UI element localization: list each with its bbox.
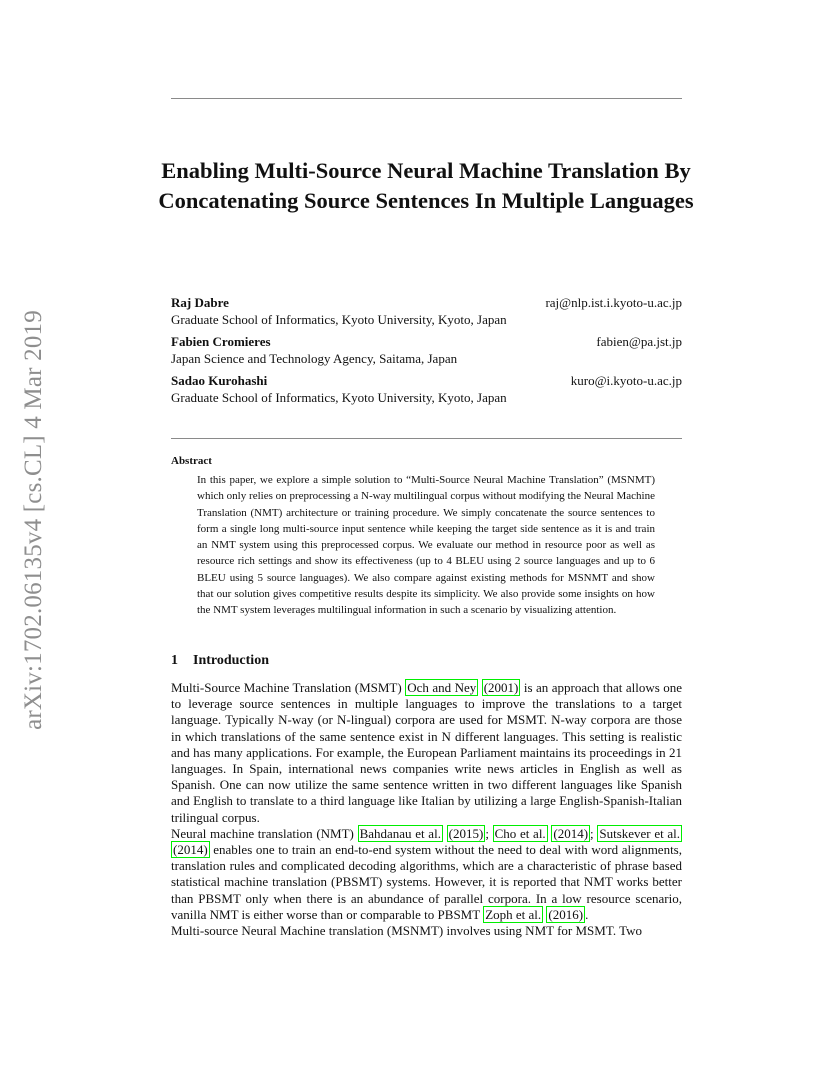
author-name: Sadao Kurohashi [171, 373, 268, 388]
citation-year-link[interactable]: (2014) [553, 825, 589, 841]
citation-link[interactable]: Zoph et al. [485, 906, 542, 922]
text-span: enables one to train an end-to-end system without the need to deal with word alignments, translation rules and complicated decoding algorithms, which are a characteristic of phrase based statistical machine translation (PBSMT) systems. However, it is reported that NMT works better than PBSMT only when there is an abundance of parallel corpora. In a low resource scenario, vanilla NMT is either worse than or comparable to PBSMT [171, 842, 682, 922]
text-span: Neural machine translation (NMT) [171, 825, 354, 841]
abstract-heading: Abstract [171, 455, 212, 467]
citation-link[interactable]: Och and Ney [407, 680, 477, 695]
text-span: is an approach that allows one to leverage source sentences in multiple languages to improve the translations to a target language. Typically N-way (or N-lingual) corpora are used for MSMT. N-way corpora are those in which translations of the same sentence exist in N different languages. This setting is realistic and has many applications. For example, the European Parliament maintains its proceedings in 21 languages. In Spain, international news companies write news articles in English as well as Spanish. One can now utilize the same sentence written in two different languages like Spanish and English to translate to a third language like Italian by utilizing a large English-Spanish-Italian trilingual corpus. [171, 680, 683, 825]
citation-year-link[interactable]: (2014) [173, 842, 208, 858]
intro-body [171, 680, 682, 939]
paragraph: Neural machine translation (NMT) Bahdanau et al. (2015) ; Cho et al. (2014) ; Sutskever et al. (2014) enables one to train an end-to-end system without the need to deal with word alignments, translation rules and complicated decoding algorithms, which are a characteristic of phrase based statistical machine translation (PBSMT) systems. However, it is reported that NMT works better than PBSMT only when there is an abundance of parallel corpora. In a low resource scenario, vanilla NMT is either worse than or comparable to PBSMT Zoph et al. (2016) . [171, 825, 682, 922]
paragraph [171, 923, 682, 939]
text-span: Multi-Source Machine Translation (MSMT) [171, 680, 402, 695]
author-block [171, 294, 682, 328]
author-block [171, 333, 682, 367]
author-name: Fabien Cromieres [171, 334, 271, 349]
author-affiliation: Japan Science and Technology Agency, Saitama, Japan [171, 351, 458, 366]
citation-link[interactable]: Sutskever et al. [599, 825, 681, 841]
citation-year-link[interactable]: (2001) [483, 680, 519, 695]
author-email: kuro@i.kyoto-u.ac.jp [570, 373, 682, 388]
citation-link[interactable]: Cho et al. [494, 825, 546, 841]
author-affiliation: Graduate School of Informatics, Kyoto University, Kyoto, Japan [171, 312, 507, 327]
text-span: Multi-source Neural Machine translation (MSNMT) involves using NMT for MSMT. Two [171, 923, 643, 939]
paper-title: Enabling Multi-Source Neural Machine Translation By Concatenating Source Sentences In Multiple Languages [158, 158, 694, 213]
text-span: . [585, 906, 589, 922]
author-email: raj@nlp.ist.i.kyoto-u.ac.jp [545, 295, 682, 310]
section-title: Introduction [193, 653, 269, 668]
section-heading [171, 653, 269, 669]
author-block [171, 372, 682, 406]
citation-link[interactable]: Bahdanau et al. [359, 825, 441, 841]
paragraph [171, 680, 682, 826]
citation-year-link[interactable]: (2016) [548, 906, 584, 922]
section-number: 1 [171, 653, 178, 668]
arxiv-sidebar-stamp [14, 289, 54, 751]
abstract-text: In this paper, we explore a simple solution to “Multi-Source Neural Machine Translation” (MSNMT) which only relies on preprocessing a N-way multilingual corpus without modifying the Neural Machine Translation (NMT) architecture or training procedure. We simply concatenate the source sentences to form a single long multi-source input sentence while keeping the target side sentence as it is and train an NMT system using this preprocessed corpus. We evaluate our method in resource poor as well as resource rich settings and show its effectiveness (up to 4 BLEU using 2 source languages and up to 6 BLEU using 5 source languages). We also compare against existing methods for MSNMT and show that our solution gives competitive results despite its simplicity. We also provide some insights on how the NMT system leverages multilingual information in such a scenario by visualizing attention. [197, 474, 655, 617]
arxiv-identifier: arXiv:1702.06135v4 [cs.CL] 4 Mar 2019 [20, 310, 47, 730]
author-name: Raj Dabre [171, 295, 229, 310]
top-rule [171, 98, 682, 99]
author-affiliation: Graduate School of Informatics, Kyoto University, Kyoto, Japan [171, 390, 507, 405]
section-rule [171, 438, 682, 439]
author-email: fabien@pa.jst.jp [596, 334, 682, 349]
citation-year-link[interactable]: (2015) [448, 825, 484, 841]
